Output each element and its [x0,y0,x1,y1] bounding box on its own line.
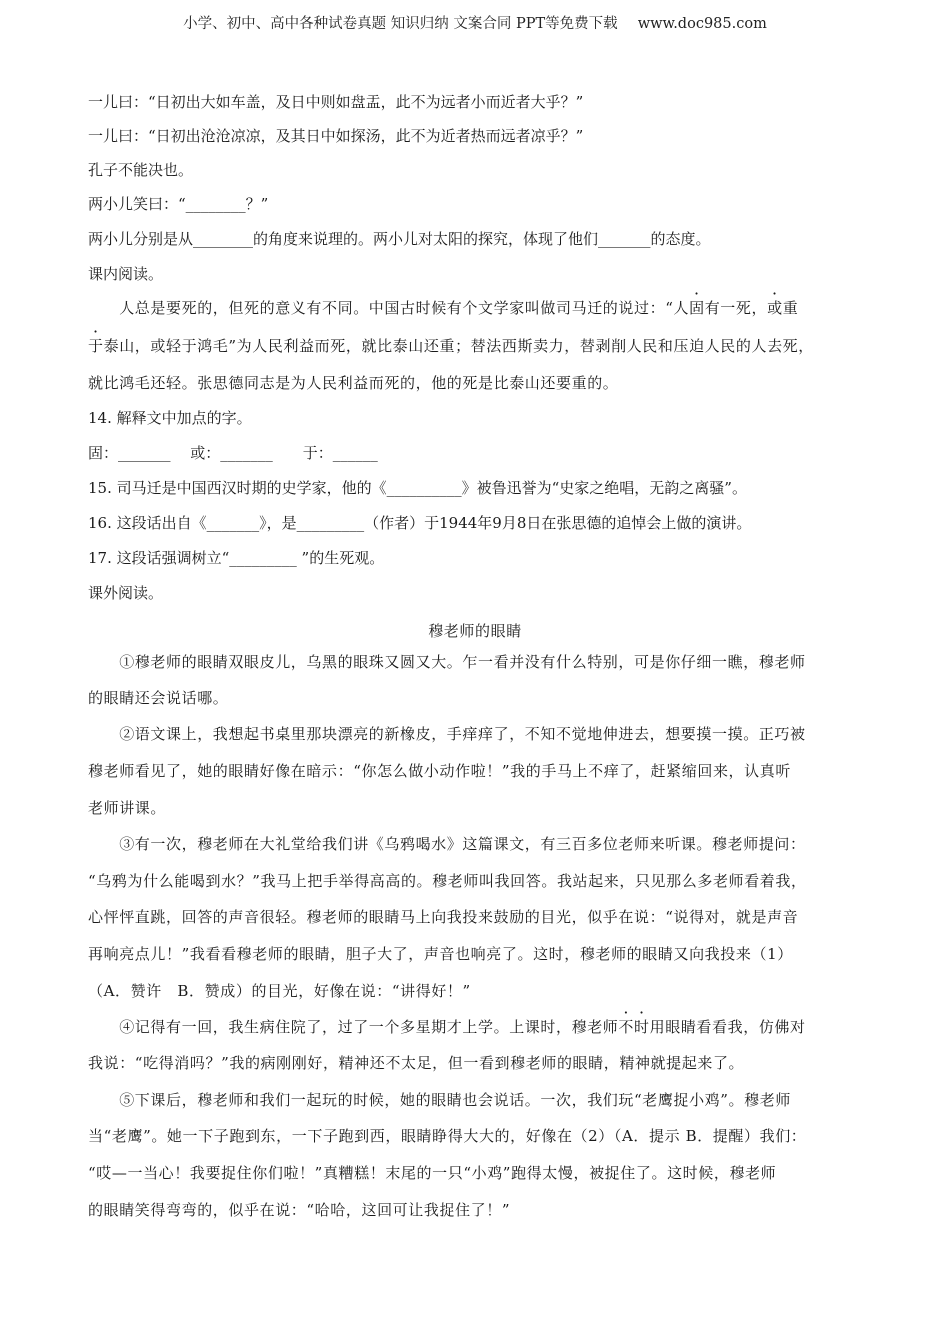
text-line: 孔子不能决也。 [88,161,194,179]
article-line: 心怦怦直跳，回答的声音很轻。穆老师的眼睛马上向我投来鼓励的目光，似乎在说：“说得对，就是声音 [88,908,799,926]
article-line: 我说：“吃得消吗？”我的病刚刚好，精神还不太足，但一看到穆老师的眼睛，精神就提起来了。 [88,1054,745,1072]
text-line: 两小儿分别是从________的角度来说理的。两小儿对太阳的探究，体现了他们_______的态度。 [88,230,711,248]
question-15: 15. 司马迁是中国西汉时期的史学家，他的《__________》被鲁迅誉为“史家之绝唱，无韵之离骚”。 [88,479,747,497]
dotted-char: 于 [88,337,104,355]
article-line: “乌鸦为什么能喝到水？”我马上把手举得高高的。穆老师叫我回答。我站起来，只见那么多老师看着我， [88,872,807,890]
passage-line: 人总是要死的，但死的意义有不同。中国古时候有个文学家叫做司马迁的说过：“人固有一死，或重 [88,299,799,317]
article-line: ⑤下课后，穆老师和我们一起玩的时候，她的眼睛也会说话。一次，我们玩“老鹰捉小鸡”。穆老师 [88,1091,791,1109]
dotted-char: 固 [689,299,705,317]
header-banner: 小学、初中、高中各种试卷真题 知识归纳 文案合同 PPT等免费下载 [183,16,618,32]
section-label: 课外阅读。 [88,584,164,602]
article-line: 穆老师看见了，她的眼睛好像在暗示：“你怎么做小动作啦！”我的手马上不痒了，赶紧缩回来，认真听 [88,762,791,780]
article-line: ③有一次，穆老师在大礼堂给我们讲《乌鸦喝水》这篇课文，有三百多位老师来听课。穆老师提问： [88,835,806,853]
article-line: ④记得有一回，我生病住院了，过了一个多星期才上学。上课时，穆老师不时用眼睛看看我，仿佛对 [88,1018,806,1036]
page-header [0,12,950,33]
text-line: 一儿曰：“日初出沧沧凉凉，及其日中如探汤，此不为近者热而远者凉乎？” [88,127,584,145]
article-line: 老师讲课。 [88,799,167,817]
question-17: 17. 这段话强调树立“_________ ”的生死观。 [88,549,385,567]
question-16: 16. 这段话出自《_______》，是_________（作者）于1944年9月8日在张思德的追悼会上做的演讲。 [88,514,752,532]
article-line: 的眼睛笑得弯弯的，似乎在说：“哈哈，这回可让我捉住了！” [88,1201,511,1219]
dotted-char: 或 [767,299,783,317]
passage-line: 就比鸿毛还轻。张思德同志是为人民利益而死的，他的死是比泰山还要重的。 [88,374,619,392]
dotted-char: 时 [634,1018,650,1036]
article-line: （A．赞许 B．赞成）的目光，好像在说：“讲得好！” [88,982,471,1000]
section-label: 课内阅读。 [88,265,164,283]
article-line: 的眼睛还会说话哪。 [88,689,229,707]
header-site: www.doc985.com [637,16,767,32]
passage-line: 于泰山，或轻于鸿毛”为人民利益而死，就比泰山还重；替法西斯卖力，替剥削人民和压迫人民的人去死， [88,337,814,355]
text-line: 两小儿笑曰：“________？” [88,195,269,213]
article-line: 当“老鹰”。她一下子跑到东，一下子跑到西，眼睛睁得大大的，好像在（2）（A．提示 B．提醒）我们： [88,1127,807,1145]
dotted-char: 不 [618,1018,635,1036]
article-line: ②语文课上，我想起书桌里那块漂亮的新橡皮，手痒痒了，不知不觉地伸进去，想要摸一摸。正巧被 [88,725,806,743]
question-14-blanks: 固：_______ 或：_______ 于：______ [88,444,378,462]
article-line: ①穆老师的眼睛双眼皮儿，乌黑的眼珠又圆又大。乍一看并没有什么特别，可是你仔细一瞧，穆老师 [88,653,806,671]
text-line: 一儿曰：“日初出大如车盖，及日中则如盘盂，此不为远者小而近者大乎？” [88,93,584,111]
question-14: 14. 解释文中加点的字。 [88,409,252,427]
article-line: 再响亮点儿！”我看看穆老师的眼睛，胆子大了，声音也响亮了。这时，穆老师的眼睛又向我投来（1） [88,945,793,963]
article-title: 穆老师的眼睛 [428,622,522,640]
article-line: “哎—一当心！我要捉住你们啦！”真糟糕！末尾的一只“小鸡”跑得太慢，被捉住了。这时候，穆老师 [88,1164,777,1182]
